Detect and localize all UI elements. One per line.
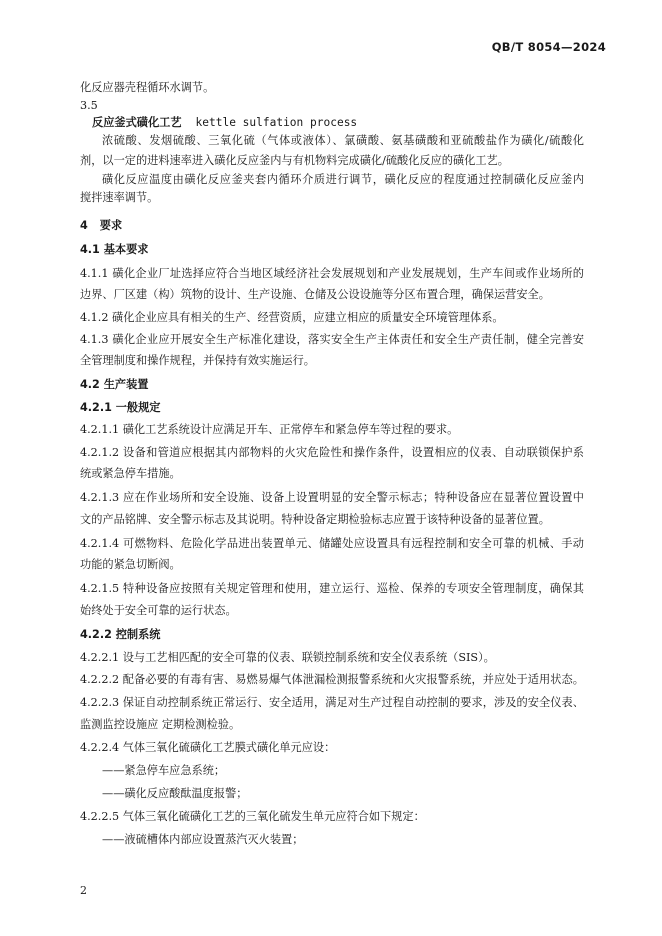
definition-line: 磺化反应温度由磺化反应釜夹套内循环介质进行调节，磺化反应的程度通过控制磺化反应釜内	[102, 173, 584, 186]
clause-line: 4.2.1.5 特种设备应按照有关规定管理和使用，建立运行、巡检、保养的专项安全管理制度，确保其	[80, 582, 584, 595]
list-item: ——液硫槽体内部应设置蒸汽灭火装置；	[102, 833, 304, 846]
clause-line: 4.2.2.4 气体三氧化硫磺化工艺膜式磺化单元应设：	[80, 741, 336, 754]
section-heading-4	[80, 218, 584, 233]
section-title: 要求	[99, 219, 123, 232]
clause-line: 边界、厂区建（构）筑物的设计、生产设施、仓储及公设设施等分区布置合理，确保运营安全。	[80, 288, 550, 301]
clause-line: 4.2.2.2 配备必要的有毒有害、易燃易爆气体泄漏检测报警系统和火灾报警系统，并应处于适用状态。	[80, 673, 584, 686]
subsection-heading-4-1: 4.1 基本要求	[80, 243, 149, 256]
clause-line: 统或紧急停车措施。	[80, 467, 181, 480]
clause-line: 4.1.2 磺化企业应具有相关的生产、经营资质，应建立相应的质量安全环境管理体系。	[80, 311, 504, 324]
clause-line: 始终处于安全可靠的运行状态。	[80, 604, 237, 617]
clause-line: 4.1.1 磺化企业厂址选择应符合当地区域经济社会发展规划和产业发展规划，生产车间或作业场所的	[80, 267, 584, 280]
clause-line: 全管理制度和操作规程，并保持有效实施运行。	[80, 354, 315, 367]
page-number: 2	[80, 884, 87, 897]
section-number: 4	[80, 219, 88, 232]
clause-line: 4.1.3 磺化企业应开展安全生产标准化建设，落实安全生产主体责任和安全生产责任制，健全完善安	[80, 333, 584, 346]
clause-line: 功能的紧急切断阀。	[80, 558, 181, 571]
clause-line: 4.2.1.2 设备和管道应根据其内部物料的火灾危险性和操作条件，设置相应的仪表、自动联锁保护系	[80, 446, 584, 459]
section-title-3-5	[92, 115, 596, 130]
subsubsection-heading-4-2-2: 4.2.2 控制系统	[80, 628, 161, 641]
clause-line: 4.2.2.5 气体三氧化硫磺化工艺的三氧化硫发生单元应符合如下规定：	[80, 810, 425, 823]
clause-line: 监测监控设施应 定期检测检验。	[80, 718, 241, 731]
clause-line: 4.2.2.1 设与工艺相匹配的安全可靠的仪表、联锁控制系统和安全仪表系统（SIS）。	[80, 651, 495, 664]
definition-line: 浓硫酸、发烟硫酸、三氧化硫（气体或液体）、氯磺酸、氨基磺酸和亚硫酸盐作为磺化/硫酸化	[102, 134, 584, 147]
clause-line: 4.2.1.1 磺化工艺系统设计应满足开车、正常停车和紧急停车等过程的要求。	[80, 423, 459, 436]
list-item: ——磺化反应酸酞温度报警；	[102, 787, 248, 800]
clause-line: 4.2.1.3 应在作业场所和安全设施、设备上设置明显的安全警示标志；特种设备应在显著位置设置中	[80, 491, 584, 504]
section-number-3-5: 3.5	[80, 99, 98, 112]
definition-line: 搅拌速率调节。	[80, 191, 159, 204]
term-cn: 反应釜式磺化工艺	[92, 116, 182, 129]
standard-number-header: QB/T 8054—2024	[491, 40, 606, 54]
definition-line: 剂，以一定的进料速率进入磺化反应釜内与有机物料完成磺化/硫酸化反应的磺化工艺。	[80, 154, 509, 167]
subsubsection-heading-4-2-1: 4.2.1 一般规定	[80, 401, 161, 414]
clause-line: 4.2.1.4 可燃物料、危险化学品进出装置单元、储罐处应设置具有远程控制和安全可靠的机械、手动	[80, 537, 584, 550]
continuation-line: 化反应器壳程循环水调节。	[80, 81, 215, 94]
clause-line: 4.2.2.3 保证自动控制系统正常运行、安全适用，满足对生产过程自动控制的要求，涉及的安全仪表、	[80, 696, 584, 709]
clause-line: 文的产品铭牌、安全警示标志及其说明。特种设备定期检验标志应置于该特种设备的显著位置。	[80, 513, 550, 526]
list-item: ——紧急停车应急系统；	[102, 764, 226, 777]
term-en: kettle sulfation process	[195, 116, 358, 129]
subsection-heading-4-2: 4.2 生产装置	[80, 378, 149, 391]
